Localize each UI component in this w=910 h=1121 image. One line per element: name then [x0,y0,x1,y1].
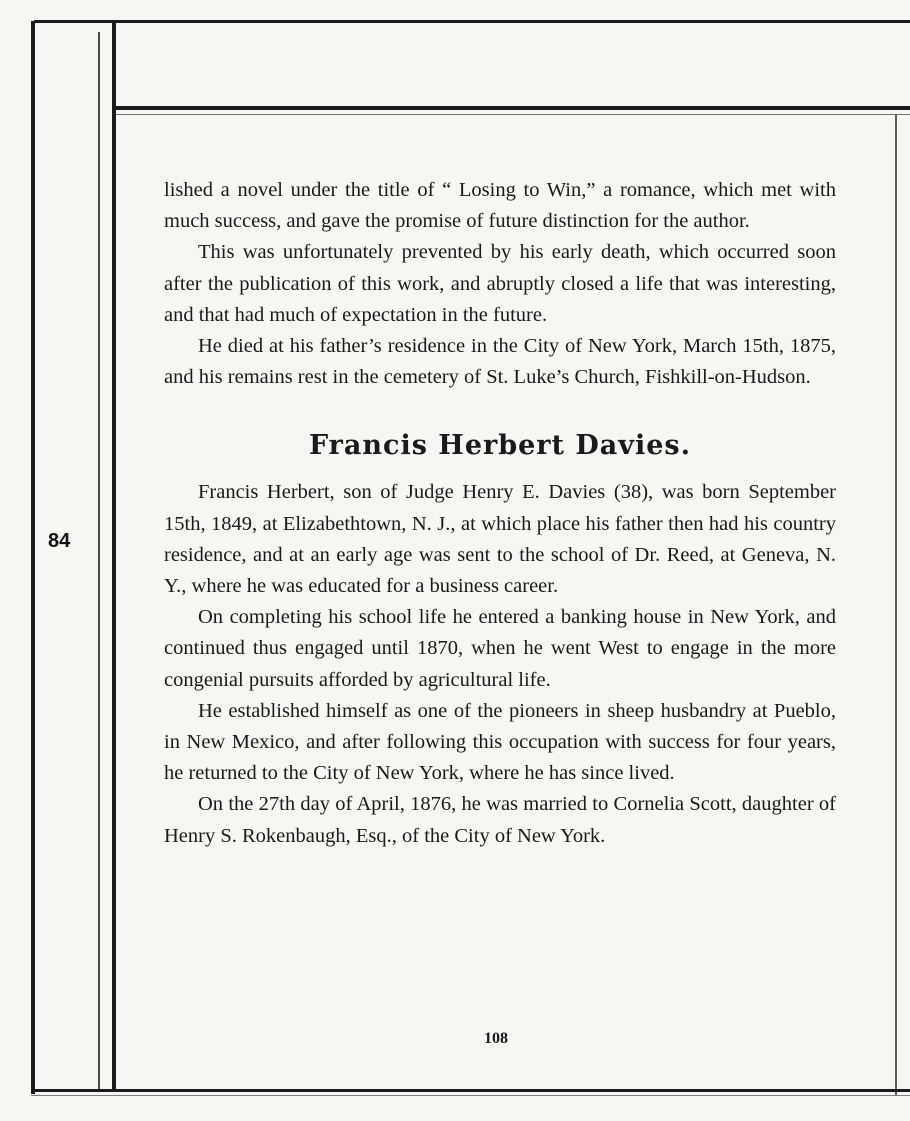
border-top-rule [34,20,910,23]
paragraph: On the 27th day of April, 1876, he was married to Cornelia Scott, daughter of Henry S. Rokenbaugh, Esq., of the City of New York. [164,793,836,847]
margin-divider-rule [112,22,116,1092]
border-bottom-rule-thin [31,1095,910,1096]
paragraph: Francis Herbert, son of Judge Henry E. Davies (38), was born September 15th, 1849, at Elizabethtown, N. J., at which place his father then had his country residence, and at an early age was sent to the school of Dr. Reed, at Geneva, N. Y., where he was educated for a business career. [164,481,836,598]
paragraph: He died at his father’s residence in the City of New York, March 15th, 1875, and his remains rest in the cemetery of St. Luke’s Church, Fishkill-on-Hudson. [164,335,836,389]
header-rule-thin [112,114,910,115]
margin-inner-rule [98,32,100,1090]
section-heading: Francis Herbert Davies. [308,430,692,462]
paragraph: This was unfortunately prevented by his early death, which occurred soon after the publication of this work, and abruptly closed a life that was interesting, and that had much of expectation in the future. [164,241,836,326]
page-number: 108 [484,1030,508,1047]
header-rule [112,106,910,110]
paragraph: lished a novel under the title of “ Losing to Win,” a romance, which met with much success, and gave the promise of future distinction for the author. [164,179,836,233]
margin-entry-number: 84 [48,530,71,552]
border-right-rule [895,115,897,1095]
body-text [164,175,836,852]
border-left-rule [31,21,35,1094]
paragraph: He established himself as one of the pioneers in sheep husbandry at Pueblo, in New Mexico, and after following this occupation with success for four years, he returned to the City of New York, where he has since lived. [164,699,836,785]
border-bottom-rule [31,1089,910,1092]
paragraph: On completing his school life he entered a banking house in New York, and continued thus engaged until 1870, when he went West to engage in the more congenial pursuits afforded by agricultural life. [164,606,836,691]
